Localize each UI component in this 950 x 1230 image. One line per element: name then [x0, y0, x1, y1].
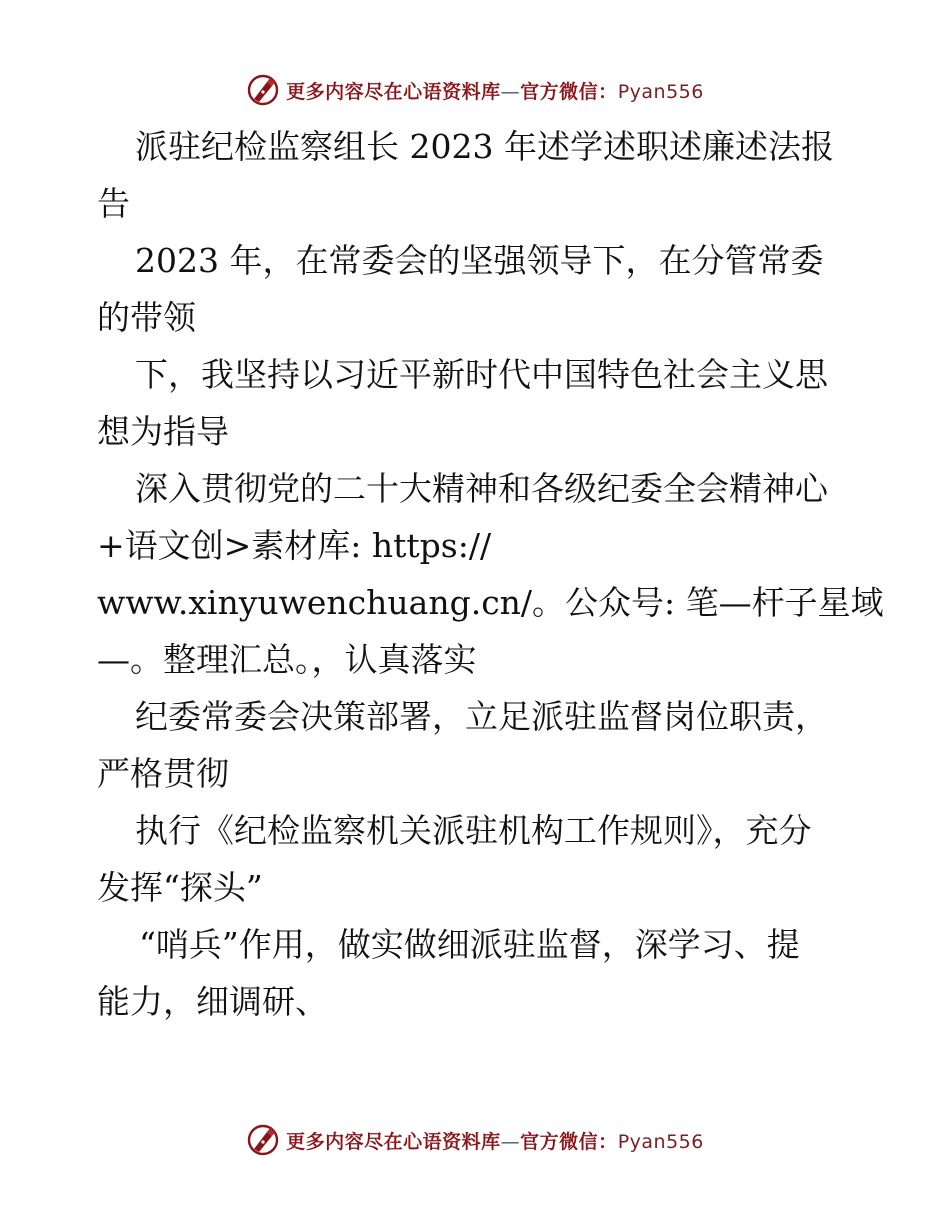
document-title: 派驻纪检监察组长 2023 年述学述职述廉述法报 — [135, 127, 834, 166]
paragraph-line: +语文创>素材库: https:// — [97, 526, 492, 565]
paragraph-line: 纪委常委会决策部署，立足派驻监督岗位职责， — [135, 697, 828, 736]
header-banner — [0, 72, 950, 108]
footer-banner — [0, 1122, 950, 1158]
paragraph-line: www.xinyuwenchuang.cn/。公众号: 笔—杆子星域 — [97, 583, 884, 622]
paragraph-line: 能力，细调研、 — [97, 982, 328, 1021]
document-body — [97, 118, 884, 1030]
banner-text: 更多内容尽在心语资料库—官方微信：Pyan556 — [286, 1130, 704, 1153]
paragraph-line: 严格贯彻 — [97, 754, 229, 793]
paragraph-line: 2023 年，在常委会的坚强领导下，在分管常委 — [135, 241, 824, 280]
paragraph-line: 下，我坚持以习近平新时代中国特色社会主义思 — [135, 355, 828, 394]
paragraph-line: —。整理汇总。，认真落实 — [97, 640, 477, 679]
paragraph-line: 的带领 — [97, 298, 196, 337]
paragraph-line: 想为指导 — [97, 412, 229, 451]
pen-nib-logo-icon — [246, 73, 280, 107]
document-title-continued: 告 — [97, 184, 130, 223]
pen-nib-logo-icon — [246, 1123, 280, 1157]
paragraph-line: 深入贯彻党的二十大精神和各级纪委全会精神心 — [135, 469, 828, 508]
paragraph-line: “哨兵”作用，做实做细派驻监督，深学习、提 — [139, 925, 800, 964]
paragraph-line: 执行《纪检监察机关派驻机构工作规则》，充分 — [135, 811, 812, 850]
banner-text: 更多内容尽在心语资料库—官方微信：Pyan556 — [286, 80, 704, 103]
paragraph-line: 发挥“探头” — [97, 868, 263, 907]
